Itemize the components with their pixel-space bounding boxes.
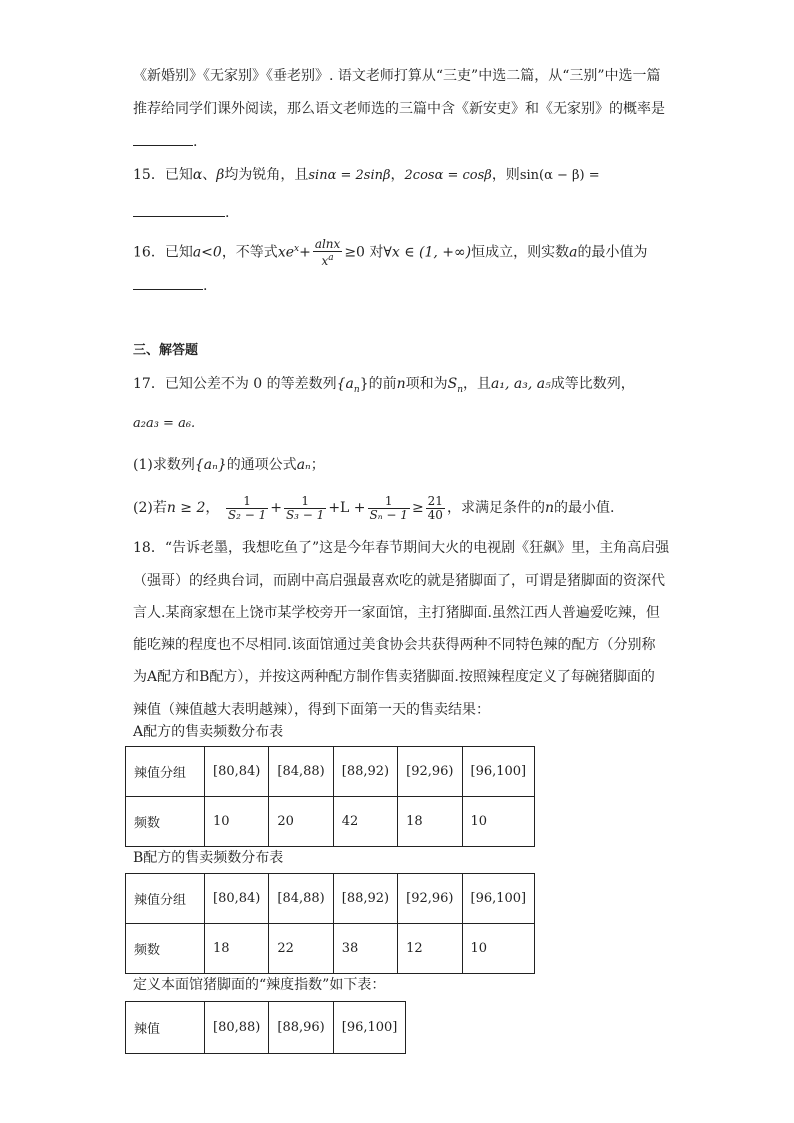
table-cell: 12 <box>398 924 462 974</box>
table-cell: [96,100] <box>333 1002 406 1054</box>
table-row <box>126 1002 406 1054</box>
answer-blank-15: . <box>133 202 229 223</box>
table-cell: [80,88) <box>205 1002 269 1054</box>
table-row <box>126 797 535 847</box>
q15-beta: β <box>216 167 225 183</box>
table-row <box>126 747 535 797</box>
table-a <box>125 746 535 847</box>
table-cell: 42 <box>333 797 397 847</box>
q15-eq1: sinα = 2sinβ <box>308 168 391 183</box>
q17-frac-2: $\frac{1}{\text{S₃ − 1}}$ <box>285 493 325 522</box>
q16-frac-num: alnx <box>314 236 341 251</box>
definition-line: 定义本面馆猪脚面的“辣度指数”如下表： <box>133 977 386 993</box>
q17-part-1: (1)求数列{aₙ}的通项公式aₙ； <box>133 457 325 473</box>
table-row <box>126 874 535 924</box>
table-cell: 辣值 <box>126 1002 205 1054</box>
q18-line-6: 辣值（辣值越大表明越辣），得到下面第一天的售卖结果： <box>133 702 490 718</box>
table-cell: 10 <box>462 797 535 847</box>
q15-then: ，则 <box>491 167 520 183</box>
table-cell: 20 <box>269 797 333 847</box>
q16-geq: ≥0 对 <box>344 244 384 261</box>
q17-frac-1: $\frac{1}{\text{S₂ − 1}}$ <box>227 493 267 522</box>
table-cell: 辣值分组 <box>126 747 205 797</box>
table-cell: 18 <box>205 924 269 974</box>
answer-blank <box>133 275 203 290</box>
q17-line-2: a₂a₃ = a₆. <box>133 416 196 431</box>
question-17: 17．已知公差不为 0 的等差数列$\{a_n\}$的前n项和为$S_n$，且a₁, a₃, a₅成等比数列， <box>133 376 635 395</box>
q16-forall: ∀x ∈ (1, +∞) <box>383 244 472 261</box>
table-cell: [84,88) <box>269 874 333 924</box>
answer-blank-14: . <box>133 131 197 152</box>
table-cell: [88,92) <box>333 747 397 797</box>
q15-alpha: α <box>192 167 203 183</box>
table-cell: [96,100] <box>462 747 535 797</box>
q16-var: a <box>569 244 578 261</box>
q16-tail: 恒成立，则实数 <box>471 244 570 261</box>
q16-mid1: ，不等式 <box>221 244 278 261</box>
q18-line-3: 言人.某商家想在上饶市某学校旁开一家面馆，主打猪脚面.虽然江西人普遍爱吃辣，但 <box>133 605 660 621</box>
intro-line-2: 推荐给同学们课外阅读，那么语文老师选的三篇中含《新安吏》和《无家别》的概率是 <box>133 101 665 117</box>
q17-seq: {a <box>336 376 354 392</box>
table-cell: [84,88) <box>269 747 333 797</box>
question-15 <box>133 165 600 186</box>
table-cell: 频数 <box>126 924 205 974</box>
table-c <box>125 1001 406 1054</box>
q17-frac-rhs: $\frac{21}{40}$ <box>427 493 443 522</box>
table-b-caption: B配方的售卖频数分布表 <box>133 850 284 866</box>
question-16 <box>133 236 648 268</box>
table-cell: [88,96) <box>269 1002 333 1054</box>
table-cell: [80,84) <box>205 874 269 924</box>
q17-part-2: (2)若n ≥ 2， $\frac{1}{\text{S₂ − 1}}$ + $\frac{1}{\text{S₃ − 1}}$ +L + $\frac{1}{\text{Sₙ − 1}}$ ≥ $\frac{21}{40}$ ，求满足条件的n的最小值. <box>133 493 615 522</box>
q15-mid: 均为锐角，且 <box>224 167 309 183</box>
table-cell: 10 <box>205 797 269 847</box>
table-cell: [92,96) <box>398 874 462 924</box>
intro-line-1: 《新婚别》《无家别》《垂老别》. 语文老师打算从“三吏”中选二篇，从“三别”中选一篇 <box>133 68 661 84</box>
q16-cond: a<0 <box>192 244 222 261</box>
table-cell: 22 <box>269 924 333 974</box>
q18-line-2: （强哥）的经典台词，而剧中高启强最喜欢吃的就是猪脚面了，可谓是猪脚面的资深代 <box>133 573 665 589</box>
table-cell: [80,84) <box>205 747 269 797</box>
q16-expr-sup: x <box>294 244 300 254</box>
q18-line-1: 18．“告诉老墨，我想吃鱼了”这是今年春节期间大火的电视剧《狂飙》里，主角高启强 <box>133 540 670 556</box>
table-cell: 辣值分组 <box>126 874 205 924</box>
q17-frac-3: $\frac{1}{\text{Sₙ − 1}}$ <box>369 493 408 522</box>
answer-blank <box>133 131 193 146</box>
table-cell: 18 <box>398 797 462 847</box>
q17-prefix: 17．已知公差不为 0 的等差数列 <box>133 376 337 392</box>
q16-frac-den: $x^a$ <box>321 252 334 268</box>
q15-eq2: 2cosα = cosβ <box>404 168 492 183</box>
table-b <box>125 873 535 974</box>
table-cell: 10 <box>462 924 535 974</box>
table-cell: [92,96) <box>398 747 462 797</box>
q16-fraction <box>313 238 343 268</box>
table-cell: 38 <box>333 924 397 974</box>
q16-plus: + <box>299 244 311 261</box>
q15-comma: ， <box>390 167 405 183</box>
q15-prefix: 15．已知 <box>133 167 193 183</box>
q15-target: sin(α − β) = <box>519 168 600 183</box>
q15-sep: 、 <box>202 167 217 183</box>
section-title: 三、解答题 <box>133 343 199 358</box>
answer-blank-16: . <box>133 275 207 296</box>
q18-line-5: 为A配方和B配方），并按这两种配方制作售卖猪脚面.按照辣程度定义了每碗猪脚面的 <box>133 669 655 685</box>
table-cell: [96,100] <box>462 874 535 924</box>
q16-expr-left: xe <box>277 244 294 261</box>
table-cell: [88,92) <box>333 874 397 924</box>
table-cell: 频数 <box>126 797 205 847</box>
table-row <box>126 924 535 974</box>
q16-prefix: 16．已知 <box>133 244 193 261</box>
answer-blank <box>133 202 225 217</box>
q17-mid: 的前 <box>368 376 397 392</box>
q16-end: 的最小值为 <box>577 244 648 261</box>
q18-line-4: 能吃辣的程度也不尽相同.该面馆通过美食协会共获得两种不同特色辣的配方（分别称 <box>133 637 656 653</box>
table-a-caption: A配方的售卖频数分布表 <box>133 724 284 740</box>
q17-terms: a₁, a₃, a₅ <box>491 376 551 392</box>
